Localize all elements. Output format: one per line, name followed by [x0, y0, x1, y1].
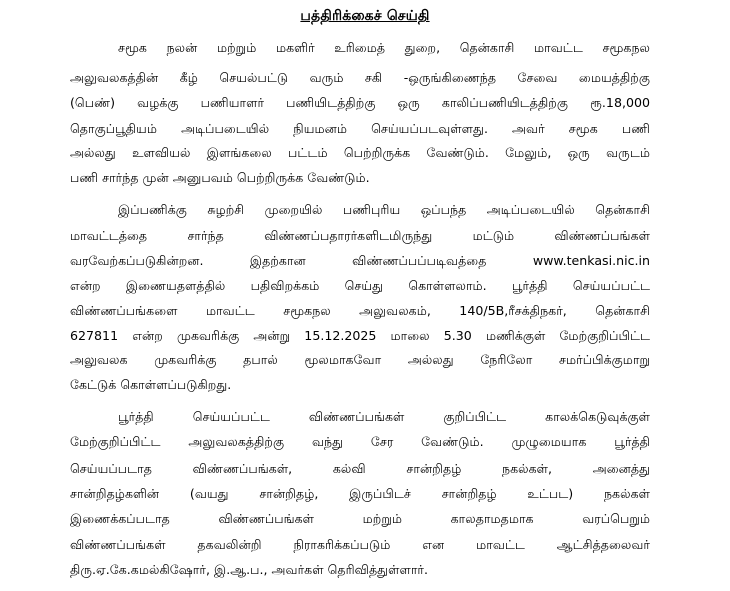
paragraph-1-line-3: (பெண்) வழக்கு பணியாளர் பணியிடத்திற்கு ஒரு காலிப்பணியிடத்திற்கு ரூ.18,000	[70, 95, 650, 110]
paragraph-3-line-5: இணைக்கப்படாத விண்ணப்பங்கள் மற்றும் காலதாமதமாக வரப்பெறும்	[70, 511, 650, 526]
paragraph-2-line-5: விண்ணப்பங்களை மாவட்ட சமூகநல அலுவலகம், 140/5B,ரீசக்திநகர், தென்காசி	[70, 303, 650, 318]
paragraph-2-line-4: என்ற இணையதளத்தில் பதிவிறக்கம் செய்து கொள்ளலாம். பூர்த்தி செய்யப்பட்ட	[70, 278, 650, 293]
paragraph-1-line-1: சமூக நலன் மற்றும் மகளிர் உரிமைத் துறை, தென்காசி மாவட்ட சமூகநல	[118, 40, 650, 55]
paragraph-2-line-8: கேட்டுக் கொள்ளப்படுகிறது.	[70, 377, 232, 392]
paragraph-3-line-4: சான்றிதழ்களின் (வயது சான்றிதழ், இருப்பிடச் சான்றிதழ் உட்பட) நகல்கள்	[70, 486, 650, 501]
paragraph-1-line-6: பணி சார்ந்த முன் அனுபவம் பெற்றிருக்க வேண்டும்.	[70, 170, 370, 185]
paragraph-1-line-4: தொகுப்பூதியம் அடிப்படையில் நியமனம் செய்யப்படவுள்ளது. அவர் சமூக பணி	[70, 121, 650, 136]
paragraph-2-line-6: 627811 என்ற முகவரிக்கு அன்று 15.12.2025 மாலை 5.30 மணிக்குள் மேற்குறிப்பிட்ட	[70, 328, 650, 343]
paragraph-3-line-6: விண்ணப்பங்கள் தகவலின்றி நிராகரிக்கப்படும் என மாவட்ட ஆட்சித்தலைவர்	[70, 537, 650, 552]
paragraph-3-line-1: பூர்த்தி செய்யப்பட்ட விண்ணப்பங்கள் குறிப்பிட்ட காலக்கெடுவுக்குள்	[118, 409, 650, 424]
paragraph-1-line-2: அலுவலகத்தின் கீழ் செயல்பட்டு வரும் சகி -ஒருங்கிணைந்த சேவை மையத்திற்கு	[70, 70, 650, 85]
paragraph-3-line-3: செய்யப்படாத விண்ணப்பங்கள், கல்வி சான்றிதழ் நகல்கள், அனைத்து	[70, 461, 650, 476]
paragraph-2-line-1: இப்பணிக்கு சுழற்சி முறையில் பணிபுரிய ஒப்பந்த அடிப்படையில் தென்காசி	[118, 202, 650, 217]
document-title: பத்திரிக்கைச் செய்தி	[300, 8, 430, 24]
paragraph-3-line-7: திரு.ஏ.கே.கமல்கிஷோர், இ.ஆ.ப., அவர்கள் தெரிவித்துள்ளார்.	[70, 562, 428, 577]
paragraph-2-line-7: அலுவலக முகவரிக்கு தபால் மூலமாகவோ அல்லது நேரிலோ சமர்ப்பிக்குமாறு	[70, 352, 650, 367]
paragraph-1-line-5: அல்லது உளவியல் இளங்கலை பட்டம் பெற்றிருக்க வேண்டும். மேலும், ஒரு வருடம்	[70, 145, 650, 160]
paragraph-3-line-2: மேற்குறிப்பிட்ட அலுவலகத்திற்கு வந்து சேர வேண்டும். முழுமையாக பூர்த்தி	[70, 434, 650, 449]
paragraph-2-line-2: மாவட்டத்தை சார்ந்த விண்ணப்பதாரர்களிடமிருந்து மட்டும் விண்ணப்பங்கள்	[70, 228, 650, 243]
paragraph-2-line-3: வரவேற்கப்படுகின்றன. இதற்கான விண்ணப்பப்படிவத்தை www.tenkasi.nic.in	[70, 253, 650, 268]
